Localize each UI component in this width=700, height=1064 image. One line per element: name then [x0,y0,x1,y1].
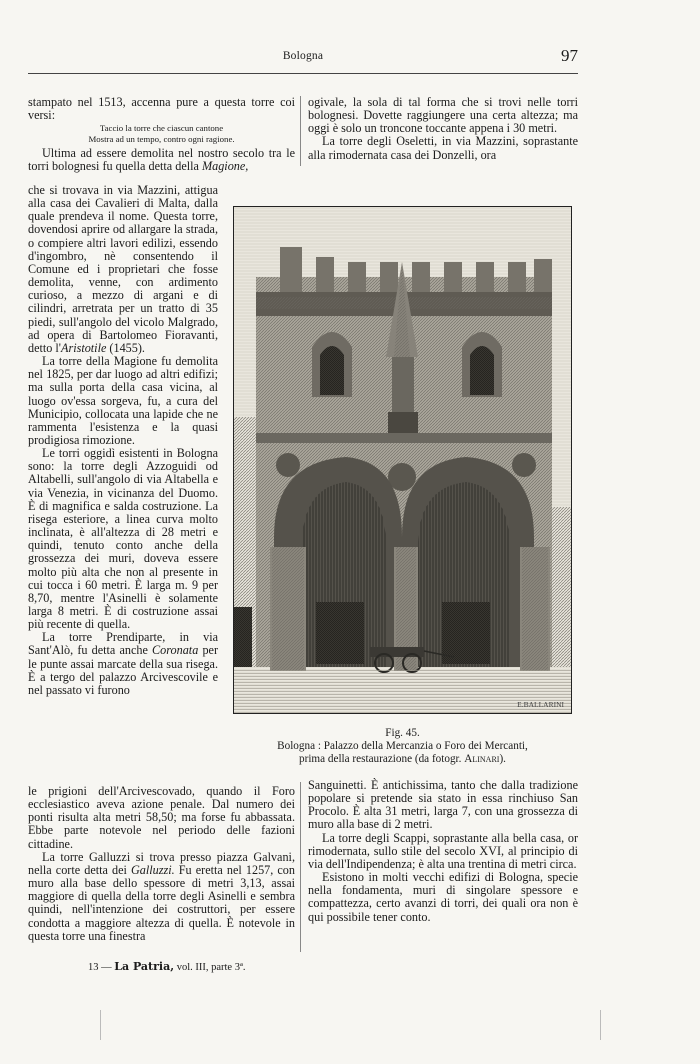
figure-label: Fig. 45. [385,727,420,739]
paragraph: Le torri oggidì esistenti in Bologna sono: la torre degli Azzoguidi od Altabelli, sull'angolo di via Altabella e via Venezia, in vicinanza del Duomo. È di magnifica e salda costruzione. La risega esteriore, a linea curva molto inclinata, è all'altezza di 28 metri e quindi, tenuto conto anche della grossezza dei muri, doveva essere molto più alta che non al presente in cui tocca i 60 metri. È larga m. 9 per 8,70, mentre l'Asinelli è solamente larga 8 metri. È di costruzione assai più recente di quella. [28,446,218,632]
left-column-narrow [28,184,218,697]
binding-mark [100,1010,101,1040]
figure-caption [225,727,580,766]
palazzo-mercanzia-engraving [234,207,571,713]
verse-line: Taccio la torre che ciascun cantone [99,123,224,134]
right-column-bottom [308,779,578,924]
engraver-signature: E.BALLARINI [517,700,564,709]
footer-signature: 13 — La Patria, vol. III, parte 3ª. [88,960,246,973]
left-column-top [28,96,295,174]
binding-mark [600,1010,601,1040]
column-separator [300,782,301,952]
paragraph: La torre della Magione fu demolita nel 1825, per dar luogo ad altri edifizi; ma sulla porta della casa vicina, al luogo ov'essa sorgeva, fu, a cura del Municipio, collocata una lapide che ne rammenta l'esistenza e la quasi prodigiosa rimozione. [28,354,218,447]
header-rule [28,73,578,74]
page-number: 97 [561,46,578,65]
paragraph: Ultima ad essere demolita nel nostro secolo tra le torri bolognesi fu quella detta della Magione, [28,146,295,174]
paragraph: La torre Prendiparte, in via Sant'Alò, fu detta anche Coronata per le punte assai marcate della sua risega. È a tergo del palazzo Arcivescovile e nel passato vi furono [28,630,218,697]
paragraph: La torre Galluzzi si trova presso piazza Galvani, nella corte detta dei Galluzzi. Fu eretta nel 1257, con muro alla base dello spessore di metri 3,13, assai maggiore di quella della torre degli Asinelli e sembra quindi, nell'intenzione dei costruttori, per essere condotta a maggiore altezza di quella. È notevole in questa torre una finestra [28,849,295,943]
left-column-bottom [28,785,295,943]
paragraph: stampato nel 1513, accenna pure a questa torre coi versi: [28,95,295,123]
column-separator [300,96,301,166]
paragraph: che si trovava in via Mazzini, attigua alla casa dei Cavalieri di Malta, dalla quale prendeva il nome. Questa torre, dovendosi aprire od allargare la strada, o compiere altri lavori edilizi, essendo d'ingombro, nè consentendo il Comune ed i proprietari che fosse demolita, venne, con ardimento curioso, a mezzo di argani e di cilindri, arretrata per un tratto di 35 piedi, sull'angolo del vicolo Malgrado, ad opera di Bartolomeo Fioravanti, detto l'Aristotile (1455). [28,183,218,355]
caption-line: Bologna : Palazzo della Mercanzia o Foro dei Mercanti, [277,740,528,752]
caption-line: prima della restaurazione (da fotogr. Alinari). [299,753,506,765]
paragraph: Sanguinetti. È antichissima, tanto che dalla tradizione popolare si pretende sia stato in essa rinchiuso San Procolo. È alta 31 metri, larga 7, con una grossezza di muro alla base di 2 metri. [308,778,578,832]
paragraph: Esistono in molti vecchi edifizi di Bologna, specie nella fondamenta, muri di singolare spessore e compattezza, certo avanzi di torri, dei quali ora non è qui possibile tener conto. [308,870,578,924]
engraving-figure [233,206,572,714]
paragraph: le prigioni dell'Arcivescovado, quando il Foro ecclesiastico aveva azione penale. Dal numero dei ponti risulta alta metri 58,50; ma forse fu abbassata. Ebbe parte notevole nel periodo delle fazioni cittadine. [28,784,295,851]
page-header [28,46,578,70]
paragraph: La torre degli Scappi, soprastante alla bella casa, or rimodernata, sullo stile del secolo XVI, al principio di via dell'Indipendenza; è alta una trentina di metri circa. [308,830,578,871]
paragraph: ogivale, la sola di tal forma che si trovi nelle torri bolognesi. Dovette raggiungere una certa altezza; ma oggi è solo un troncone toccante appena i 30 metri. [308,95,578,136]
verse-quote [28,123,295,144]
verse-line: Mostra ad un tempo, contro ogni ragione. [88,133,235,144]
right-column-top [308,96,578,162]
paragraph: La torre degli Oseletti, in via Mazzini, soprastante alla rimodernata casa dei Donzelli, ora [308,134,578,162]
running-title: Bologna [282,50,324,62]
